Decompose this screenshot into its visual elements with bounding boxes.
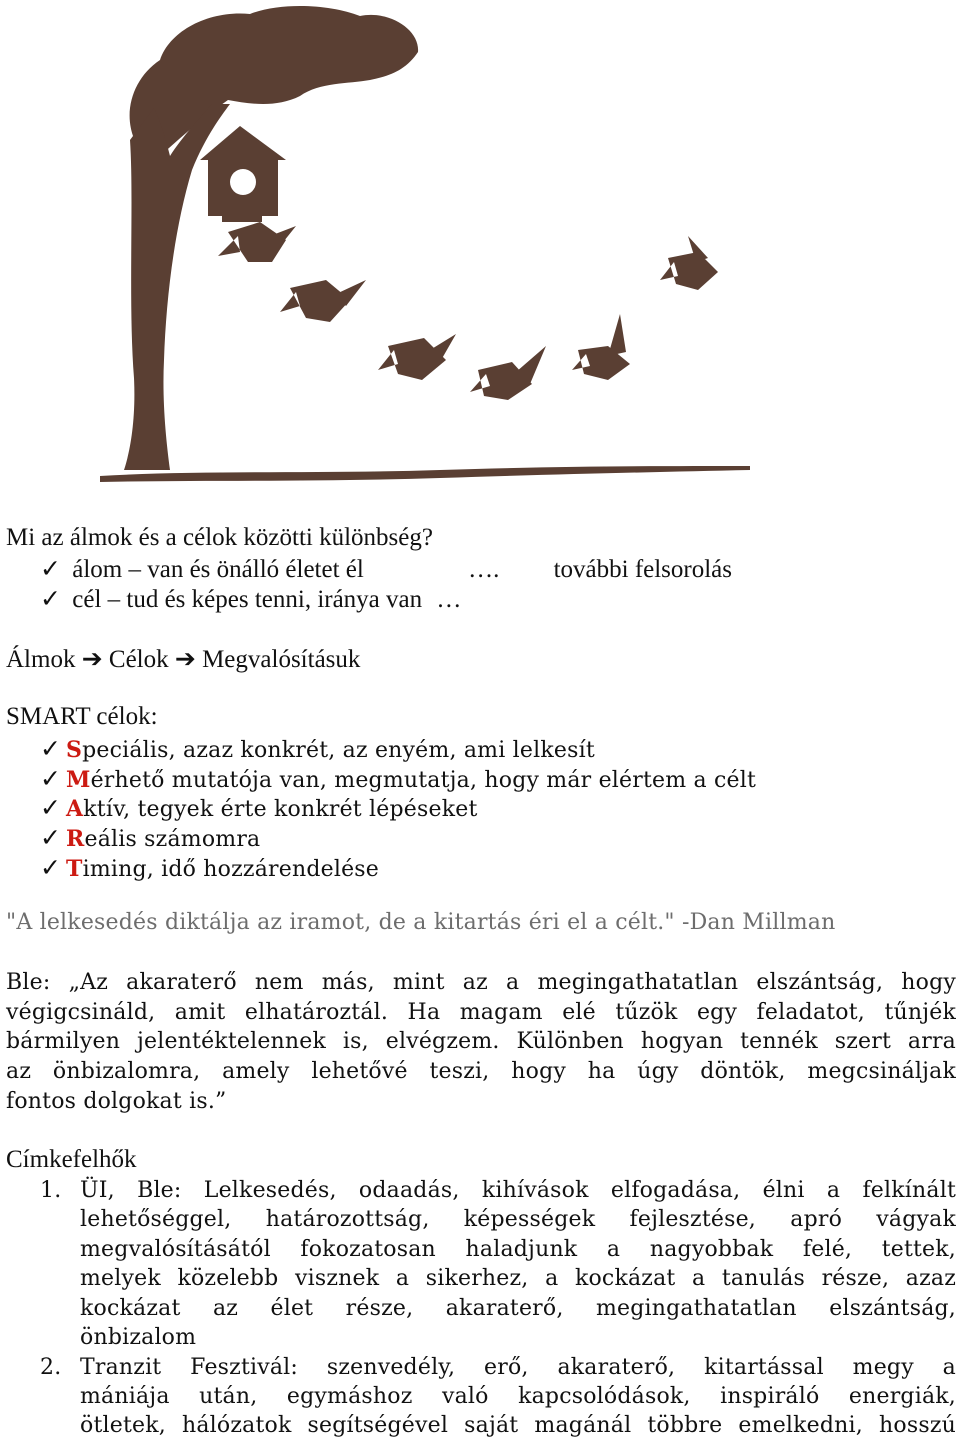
list-item — [40, 554, 732, 584]
checkmark-icon: ✓ — [40, 795, 62, 822]
flying-birds — [218, 222, 718, 400]
ground-line — [100, 466, 750, 482]
bird-icon — [470, 346, 546, 400]
tag-line: önbizalom — [80, 1325, 197, 1350]
arrow-icon: ➔ — [174, 646, 196, 673]
smart-letter: A — [66, 796, 84, 822]
smart-letter: M — [66, 767, 91, 793]
tag-line: ötletek, hálózatok segítségével saját magánál többre emelkedni, hosszú — [80, 1413, 956, 1438]
smart-text: eális számomra — [84, 827, 261, 852]
smart-text: peciális, azaz konkrét, az enyém, ami lelkesít — [82, 738, 595, 763]
list-item-note: további felsorolás — [553, 556, 733, 583]
smart-letter: S — [66, 737, 83, 763]
tree-birds-illustration — [100, 0, 760, 490]
birdhouse-icon — [200, 126, 286, 222]
tags-heading: Címkefelhők — [6, 1146, 137, 1173]
list-item — [40, 584, 461, 614]
list-item-text: álom – van és önálló életet él — [72, 556, 364, 583]
quote: "A lelkesedés diktálja az iramot, de a kitartás éri el a célt." -Dan Millman — [6, 910, 836, 935]
tag-line: megvalósításától fokozatosan haladjunk a nagyobbak felé, tettek, — [80, 1237, 956, 1262]
tag-line: ÜI, Ble: Lelkesedés, odaadás, kihívások elfogadása, élni a felkínált — [80, 1178, 956, 1203]
smart-item — [40, 793, 478, 823]
tag-line: melyek közelebb visznek a sikerhez, a kockázat a tanulás része, azaz — [80, 1266, 956, 1291]
bird-icon — [218, 222, 296, 262]
smart-text: ktív, tegyek érte konkrét lépéseket — [83, 797, 478, 822]
checkmark-icon: ✓ — [40, 766, 62, 793]
bird-icon — [280, 280, 366, 322]
section-heading: Mi az álmok és a célok közötti különbség? — [6, 524, 433, 551]
smart-item — [40, 853, 379, 883]
paragraph-line: bármilyen jelentéktelennek is, elvégzem. Különben hogyan tennék szert arra — [6, 1029, 956, 1054]
checkmark-icon: ✓ — [40, 586, 61, 613]
smart-item — [40, 764, 756, 794]
smart-heading: SMART célok: — [6, 703, 158, 730]
ellipsis: …. — [468, 556, 500, 583]
bird-icon — [572, 314, 630, 380]
smart-text: érhető mutatója van, megmutatja, hogy már elértem a célt — [90, 768, 757, 793]
tree-canopy — [130, 6, 418, 156]
list-number: 1. — [40, 1178, 62, 1203]
checkmark-icon: ✓ — [40, 855, 62, 882]
flow-step: Megvalósításuk — [202, 646, 361, 673]
smart-letter: T — [66, 856, 83, 882]
smart-item — [40, 734, 595, 764]
bird-icon — [378, 334, 456, 380]
paragraph-line: az önbizalomra, amely lehetővé teszi, hogy ha úgy döntök, megcsináljak — [6, 1059, 956, 1084]
flow-line — [6, 644, 360, 674]
smart-letter: R — [66, 826, 85, 852]
paragraph-line: végigcsináld, amit elhatároztál. Ha magam elé tűzök egy feladatot, tűnjék — [6, 1000, 956, 1025]
checkmark-icon: ✓ — [40, 556, 61, 583]
tag-line: Tranzit Fesztivál: szenvedély, erő, akaraterő, kitartással megy a — [80, 1355, 956, 1380]
tag-line: kockázat az élet része, akaraterő, megingathatatlan elszántság, — [80, 1296, 956, 1321]
flow-step: Célok — [108, 646, 169, 673]
list-number: 2. — [40, 1355, 62, 1380]
paragraph-line: fontos dolgokat is.” — [6, 1089, 227, 1114]
list-item-text: cél – tud és képes tenni, iránya van — [72, 586, 423, 613]
ellipsis: … — [436, 586, 462, 613]
checkmark-icon: ✓ — [40, 825, 62, 852]
tag-line: mániája után, egymáshoz való kapcsolódások, inspiráló energiák, — [80, 1384, 956, 1409]
smart-item — [40, 823, 260, 853]
smart-text: iming, idő hozzárendelése — [82, 857, 379, 882]
bird-icon — [660, 236, 718, 290]
paragraph-line: Ble: „Az akaraterő nem más, mint az a megingathatatlan elszántság, hogy — [6, 970, 956, 995]
flow-step: Álmok — [6, 646, 76, 673]
tag-line: lehetőséggel, határozottság, képességek fejlesztése, apró vágyak — [80, 1207, 956, 1232]
checkmark-icon: ✓ — [40, 736, 62, 763]
arrow-icon: ➔ — [81, 646, 103, 673]
